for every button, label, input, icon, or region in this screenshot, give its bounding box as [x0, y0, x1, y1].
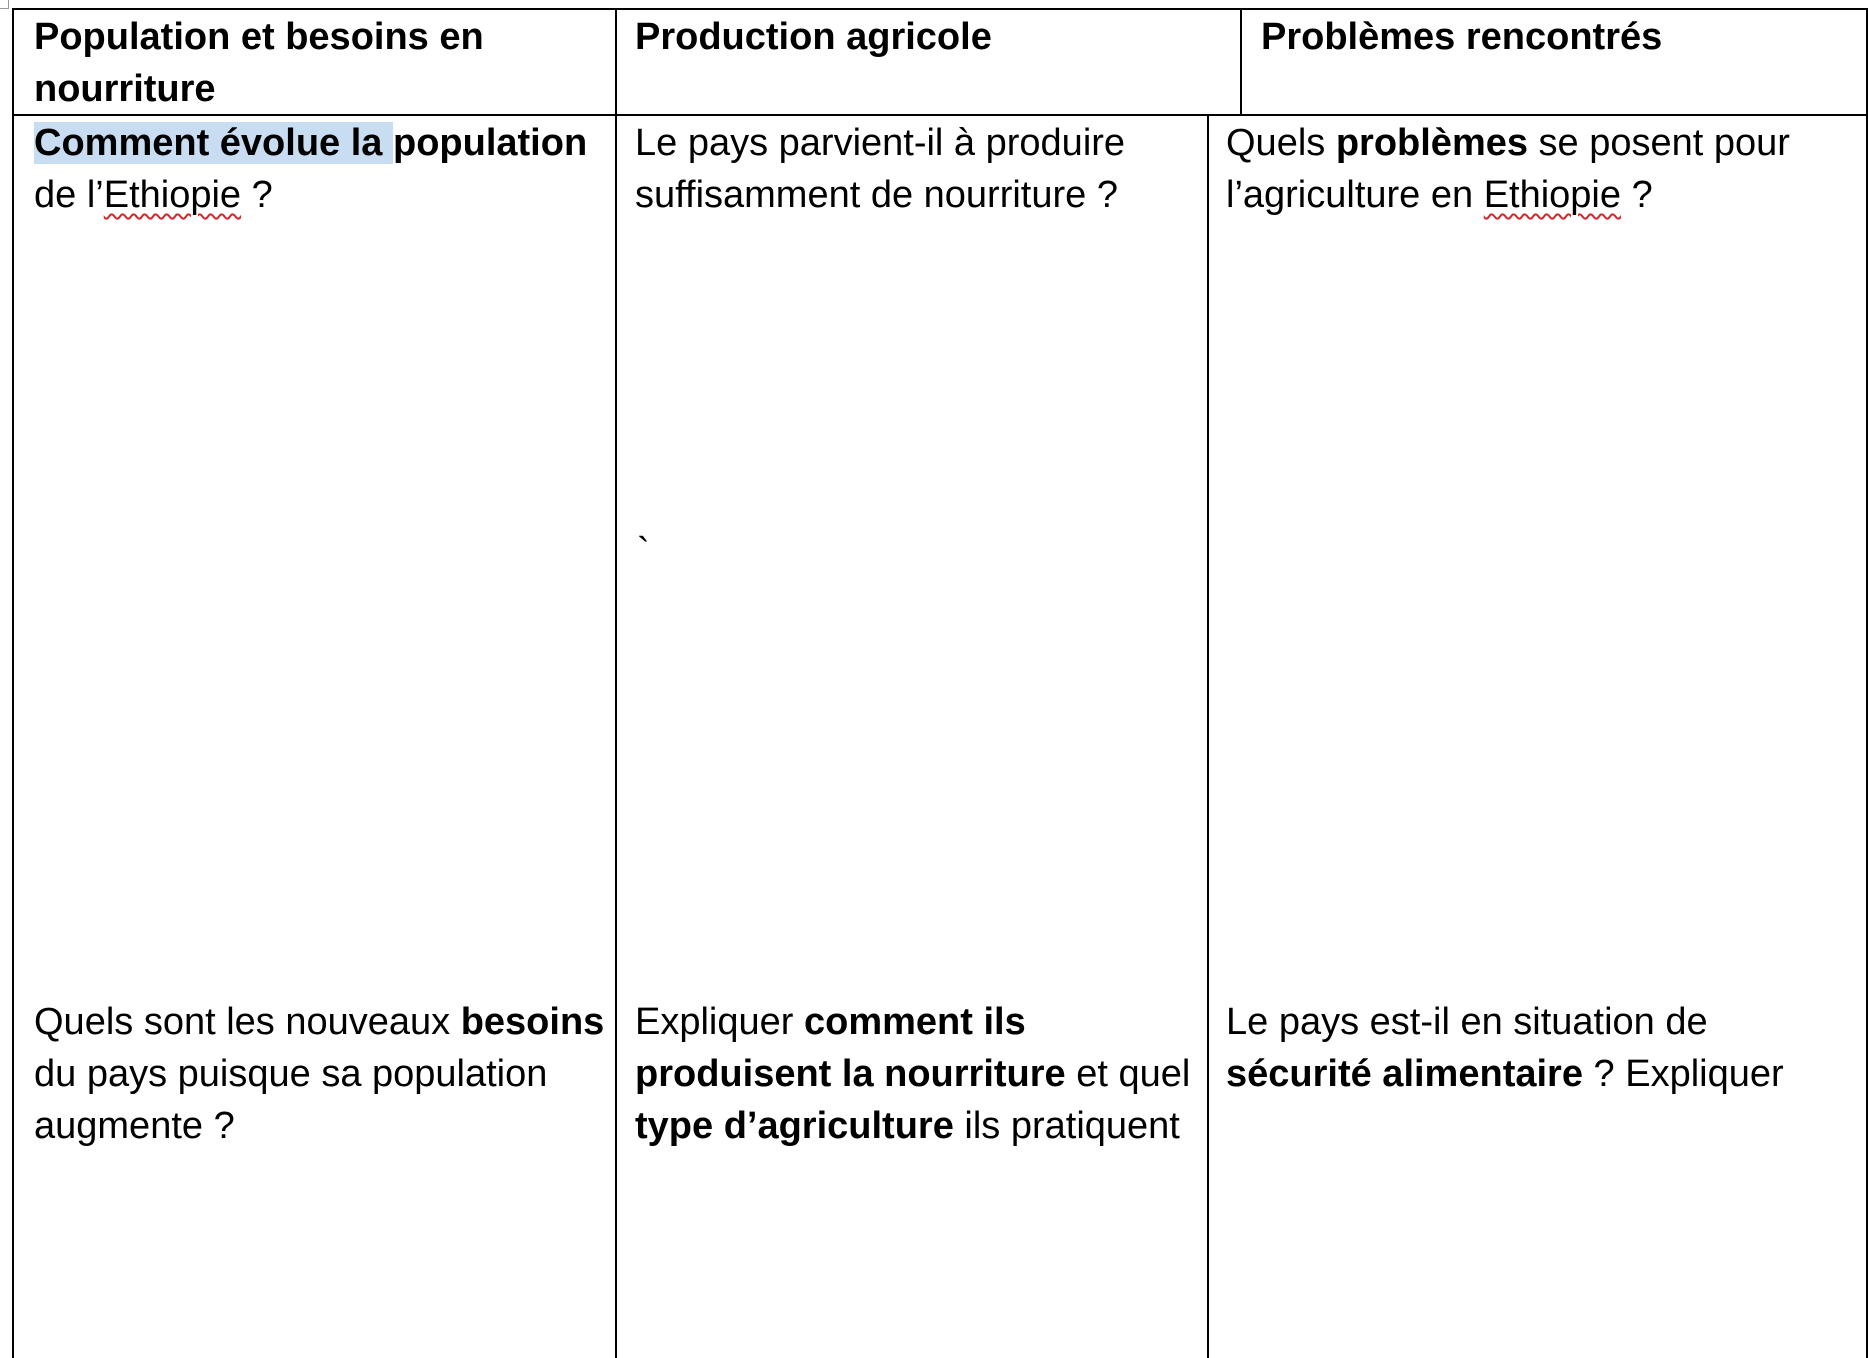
column-divider-2-body [1207, 114, 1209, 1358]
cell-production-question[interactable] [635, 117, 1195, 221]
cell-needs-question[interactable] [34, 996, 609, 1152]
question-text: Le pays est-il en situation de [1226, 1001, 1708, 1043]
header-label-population: Population et besoins en nourriture [34, 16, 484, 110]
header-cell-population [34, 11, 594, 115]
spellcheck-flagged-word[interactable]: Ethiopie [103, 174, 242, 216]
selected-text-highlight[interactable]: Comment évolue la [34, 122, 393, 164]
question-text: Quels sont les nouveaux [34, 1001, 461, 1043]
question-text: se posent pour l’agriculture en [1226, 122, 1790, 216]
column-divider-2-header [1240, 8, 1242, 116]
page-corner-marker [0, 0, 9, 9]
question-text: Expliquer [635, 1001, 804, 1043]
table-left-border [12, 8, 14, 1358]
header-cell-production [635, 11, 1225, 63]
bold-keyword-securite-alimentaire: sécurité alimentaire [1226, 1053, 1583, 1095]
bold-keyword-type-agriculture: type d’agriculture [635, 1105, 954, 1147]
column-divider-1 [615, 8, 617, 1358]
question-text: ils pratiquent [953, 1105, 1180, 1147]
cell-farming-question[interactable] [635, 996, 1195, 1152]
table-top-border [12, 8, 1868, 10]
cell-population-question[interactable] [34, 117, 604, 221]
bold-keyword-comment-ils: comment ils produisent la nourriture [635, 1001, 1066, 1095]
question-text: du pays puisque sa population augmente ? [34, 1053, 548, 1147]
cell-problems-question[interactable] [1226, 117, 1856, 221]
question-text: et quel [1065, 1053, 1191, 1095]
question-mark: ? [1621, 174, 1653, 216]
header-label-production: Production agricole [635, 16, 992, 58]
bold-keyword-population: population [392, 122, 588, 164]
bold-keyword-problemes: problèmes [1335, 122, 1528, 164]
spellcheck-flagged-word[interactable]: Ethiopie [1483, 174, 1622, 216]
question-mark: ? [241, 174, 273, 216]
header-cell-problems [1261, 11, 1851, 63]
question-text: Le pays parvient-il à produire suffisamment de nourriture ? [635, 122, 1126, 216]
bold-keyword-besoins: besoins [460, 1001, 605, 1043]
question-text: de l’ [34, 174, 104, 216]
question-text: Quels [1226, 122, 1336, 164]
header-label-problems: Problèmes rencontrés [1261, 16, 1663, 58]
question-text: ? Expliquer [1582, 1053, 1784, 1095]
stray-backtick-character: ` [637, 531, 650, 573]
cell-food-security-question[interactable] [1226, 996, 1856, 1100]
